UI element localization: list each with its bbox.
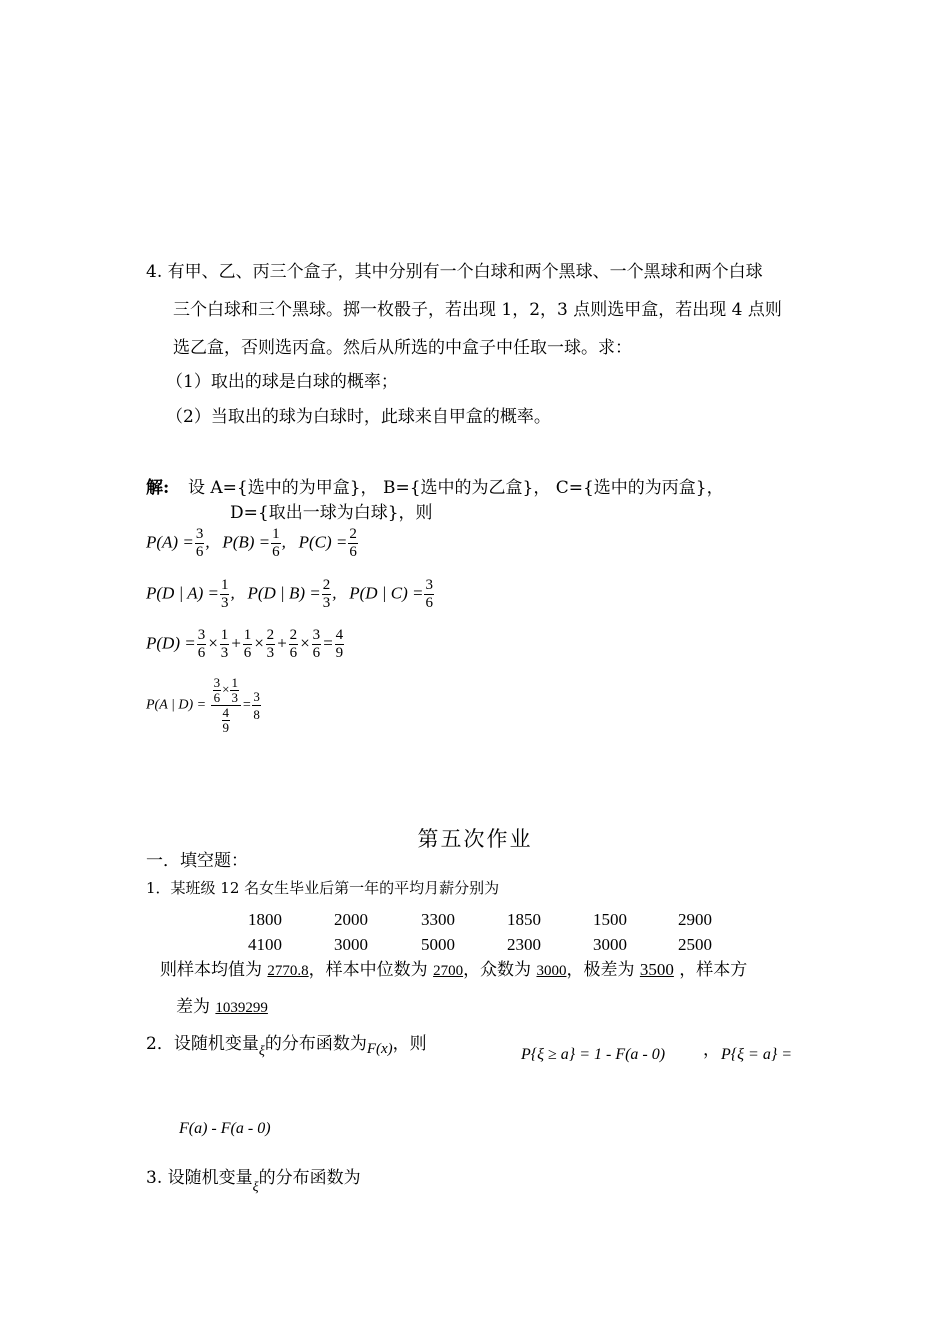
salary-value: 3000 (593, 935, 627, 954)
salary-value: 1850 (507, 910, 541, 929)
fraction: $\frac{3}{6}$ (195, 526, 204, 560)
answer-median: 2700 (433, 963, 464, 979)
fraction: $\frac{4}{9}$ (222, 705, 230, 735)
fraction: $\frac{3}{6}$ (312, 627, 321, 661)
solution-label: 解: (146, 478, 170, 498)
eq-pd: P(D) = (146, 633, 196, 653)
salary-value: 2300 (507, 935, 541, 954)
problem4-line1: 4. 有甲、乙、丙三个盒子，其中分别有一个白球和两个黑球、一个黑球和两个白球 (146, 262, 763, 282)
salary-value: 3000 (334, 935, 368, 954)
eq-pda: P(D | A) = (146, 583, 219, 603)
fraction: $\frac{3}{8}$ (253, 689, 260, 722)
question2-answer: F(a) - F(a - 0) (179, 1120, 271, 1137)
fraction: $\frac{2}{3}$ (266, 627, 275, 661)
equation-bayes: P(A | D) = $\frac{3}{6}$ × $\frac{1}{3}$ $\frac{4}{9}$ = $\frac{3}{8}$ (146, 675, 260, 735)
answer-mean: 2770.8 (267, 963, 309, 979)
fraction: $\frac{1}{6}$ (272, 526, 280, 560)
fraction: $\frac{3}{6}$ (425, 577, 433, 611)
fraction: $\frac{1}{3}$ (220, 627, 229, 661)
fraction: $\frac{2}{6}$ (349, 526, 357, 560)
salary-value: 2500 (678, 935, 712, 954)
salary-value: 2000 (334, 910, 368, 929)
eq-pc: P(C) = (298, 532, 348, 552)
answer-mode: 3000 (536, 963, 567, 979)
question2-expression-2: P{ξ = a} = (721, 1046, 793, 1063)
fraction: $\frac{3}{6}$ (213, 675, 221, 705)
salary-value: 1500 (593, 910, 627, 929)
equation-priors: P(A) = $\frac{3}{6}$ , P(B) = $\frac{1}{6}$ , P(C) = $\frac{2}{6}$ (146, 526, 357, 560)
eq-pb: P(B) = (222, 532, 271, 552)
problem4-question2: （2）当取出的球为白球时，此球来自甲盒的概率。 (166, 407, 551, 427)
problem4-line2: 三个白球和三个黑球。掷一枚骰子，若出现 1，2，3 点则选甲盒，若出现 4 点则 (173, 300, 782, 320)
salary-value: 3300 (421, 910, 455, 929)
problem4-line3: 选乙盒，否则选丙盒。然后从所选的中盒子中任取一球。求： (173, 338, 632, 358)
salary-value: 5000 (421, 935, 455, 954)
eq-pdc: P(D | C) = (349, 583, 424, 603)
fraction: $\frac{2}{6}$ (289, 627, 298, 661)
salary-value: 2900 (678, 910, 712, 929)
equation-conditionals: P(D | A) = $\frac{1}{3}$ , P(D | B) = $\frac{2}{3}$ , P(D | C) = $\frac{3}{6}$ (146, 577, 433, 611)
fraction: $\frac{3}{6}$ (197, 627, 206, 661)
question2-separator: ， (703, 1040, 720, 1060)
fraction: $\frac{4}{9}$ (335, 627, 344, 661)
fraction: $\frac{1}{6}$ (243, 627, 252, 661)
solution-definitions: 设 A={选中的为甲盒}， B={选中的为乙盒}， C={选中的为丙盒}， (188, 478, 724, 498)
salary-value: 1800 (248, 910, 282, 929)
question1-answers: 则样本均值为 2770.8，样本中位数为 2700，众数为 3000，极差为 3500 ，样本方 (160, 960, 748, 980)
problem4-question1: （1）取出的球是白球的概率； (166, 372, 398, 392)
question2-expression-1: P{ξ ≥ a} = 1 - F(a - 0) (521, 1046, 666, 1063)
solution-definition-d: D={取出一球为白球}，则 (230, 503, 433, 523)
fraction: $\frac{1}{3}$ (220, 577, 229, 611)
section-title: 第五次作业 (417, 827, 533, 851)
equation-total-probability: P(D) = $\frac{3}{6}$ × $\frac{1}{3}$ + $\frac{1}{6}$ × $\frac{2}{3}$ + $\frac{2}{6}$ × $\frac{3}{6}$ = $\frac{4}{9}$ (146, 627, 344, 661)
part-heading: 一．填空题： (146, 851, 248, 871)
eq-pa: P(A) = (146, 532, 194, 552)
question2-text: 2．设随机变量$_\xi$的分布函数为F(x)，则 (146, 1034, 427, 1059)
eq-pdb: P(D | B) = (247, 583, 321, 603)
question1-variance: 差为 1039299 (176, 997, 268, 1017)
fraction: $\frac{1}{3}$ (231, 675, 238, 705)
compound-fraction: $\frac{3}{6}$ × $\frac{1}{3}$ $\frac{4}{9}$ (211, 676, 241, 735)
fraction: $\frac{2}{3}$ (322, 577, 331, 611)
xi-symbol: ξ (252, 1180, 259, 1195)
salary-value: 4100 (248, 935, 282, 954)
xi-symbol: ξ (258, 1044, 265, 1059)
answer-range: 3500 (639, 960, 674, 979)
question3-text: 3. 设随机变量$_\xi$的分布函数为 (146, 1168, 361, 1195)
answer-variance: 1039299 (215, 1000, 268, 1016)
eq-pad: P(A | D) = (146, 697, 207, 713)
fx-symbol: F(x) (366, 1041, 393, 1057)
question1-intro: 1．某班级 12 名女生毕业后第一年的平均月薪分别为 (146, 879, 500, 897)
